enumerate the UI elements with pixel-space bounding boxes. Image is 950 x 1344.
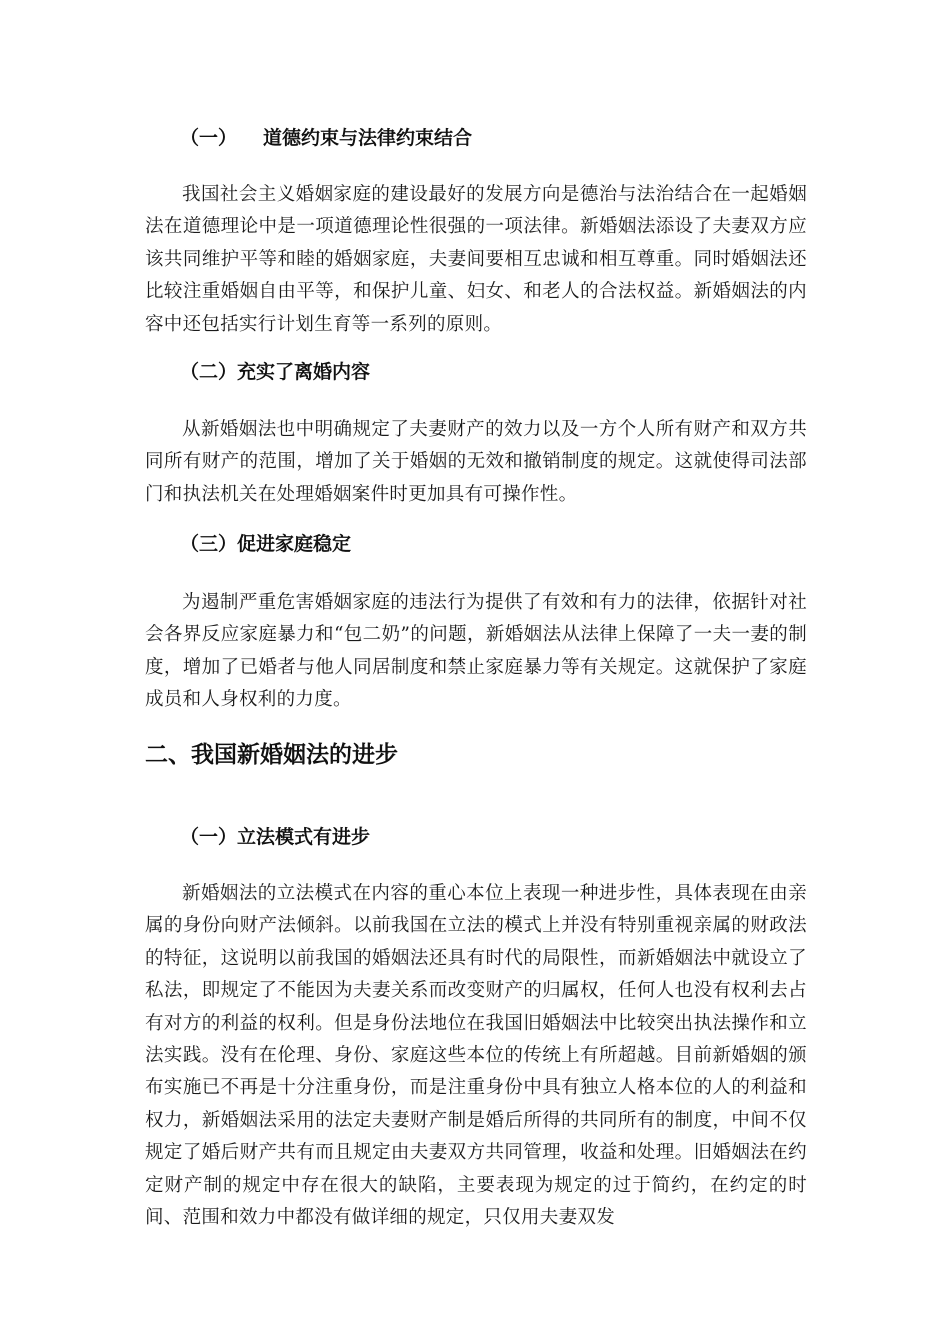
section-paragraph-1: 我国社会主义婚姻家庭的建设最好的发展方向是德治与法治结合在一起婚姻法在道德理论中是一项道德理论性很强的一项法律。新婚姻法添设了夫妻双方应该共同维护平等和睦的婚姻家庭，夫妻间要相互忠诚和相互尊重。同时婚姻法还比较注重婚姻自由平等，和保护儿童、妇女、和老人的合法权益。新婚姻法的内容中还包括实行计划生育等一系列的原则。 <box>145 184 807 335</box>
section-paragraph-2: 从新婚姻法也中明确规定了夫妻财产的效力以及一方个人所有财产和双方共同所有财产的范围，增加了关于婚姻的无效和撤销制度的规定。这就使得司法部门和执法机关在处理婚姻案件时更加具有可操作性。 <box>145 419 807 505</box>
chapter-title: 二、我国新婚姻法的进步 <box>145 742 398 768</box>
subsection-paragraph-1: 新婚姻法的立法模式在内容的重心本位上表现一种进步性，具体表现在由亲属的身份向财产法倾斜。以前我国在立法的模式上并没有特别重视亲属的财政法的特征，这说明以前我国的婚姻法还具有时代的局限性，而新婚姻法中就设立了私法，即规定了不能因为夫妻关系而改变财产的归属权，任何人也没有权利去占有对方的利益的权利。但是身份法地位在我国旧婚姻法中比较突出执法操作和立法实践。没有在伦理、身份、家庭这些本位的传统上有所超越。目前新婚姻的颁布实施已不再是十分注重身份，而是注重身份中具有独立人格本位的人的利益和权力，新婚姻法采用的法定夫妻财产制是婚后所得的共同所有的制度，中间不仅规定了婚后财产共有而且规定由夫妻双方共同管理，收益和处理。旧婚姻法在约定财产制的规定中存在很大的缺陷，主要表现为规定的过于简约，在约定的时间、范围和效力中都没有做详细的规定，只仅用夫妻双发 <box>145 883 807 1229</box>
section-paragraph-3: 为遏制严重危害婚姻家庭的违法行为提供了有效和有力的法律，依据针对社会各界反应家庭暴力和“包二奶”的问题，新婚姻法从法律上保障了一夫一妻的制度，增加了已婚者与他人同居制度和禁止家庭暴力等有关规定。这就保护了家庭成员和人身权利的力度。 <box>145 592 807 711</box>
section-heading-1-number: （一） <box>180 127 238 149</box>
section-heading-2: （二）充实了离婚内容 <box>180 361 371 383</box>
section-heading-1 <box>180 126 472 150</box>
section-heading-3: （三）促进家庭稳定 <box>180 533 352 555</box>
subsection-heading-1: （一）立法模式有进步 <box>180 826 371 848</box>
section-heading-1-text: 道德约束与法律约束结合 <box>263 127 473 149</box>
